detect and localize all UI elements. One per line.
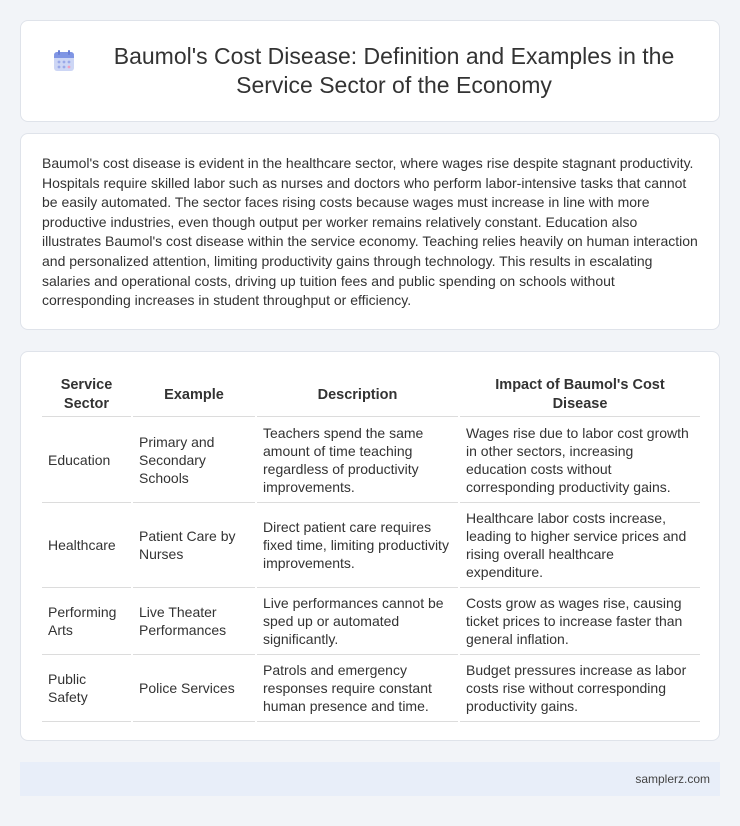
header-example: Example [132,372,256,417]
header-impact: Impact of Baumol's Cost Disease [459,372,700,417]
examples-table [42,372,700,722]
cell-description: Live performances cannot be sped up or automated significantly. [256,588,459,655]
cell-example: Patient Care by Nurses [132,503,256,588]
header-description: Description [256,372,459,417]
footer [20,762,720,796]
cell-sector: Education [42,417,132,503]
intro-paragraph: Baumol's cost disease is evident in the healthcare sector, where wages rise despite stagnant productivity. Hospitals require skilled labor such as nurses and doctors who perform labor-intensive tasks that cannot be easily automated. The sector faces rising costs because wages must increase in line with more productive industries, even though output per worker remains relatively constant. Education also illustrates Baumol's cost disease within the service economy. Teaching relies heavily on human interaction and personalized attention, limiting productivity gains through technology. This results in escalating salaries and operational costs, driving up tuition fees and public spending on schools without corresponding increases in student throughput or efficiency. [42,155,698,309]
cell-impact: Healthcare labor costs increase, leading to higher service prices and rising overall healthcare expenditure. [459,503,700,588]
cell-impact: Wages rise due to labor cost growth in other sectors, increasing education costs without corresponding productivity gains. [459,417,700,503]
title-wrap [51,42,689,100]
header-service-sector: Service Sector [42,372,132,417]
table-row [42,588,700,655]
table-row [42,655,700,722]
page-title: Baumol's Cost Disease: Definition and Examples in the Service Sector of the Economy [113,43,675,98]
footer-site-link[interactable]: samplerz.com [635,772,710,786]
cell-example: Primary and Secondary Schools [132,417,256,503]
table-header-row [42,372,700,417]
cell-sector: Public Safety [42,655,132,722]
cell-impact: Costs grow as wages rise, causing ticket prices to increase faster than general inflation. [459,588,700,655]
table-card [20,351,720,741]
cell-sector: Performing Arts [42,588,132,655]
cell-sector: Healthcare [42,503,132,588]
cell-impact: Budget pressures increase as labor costs rise without corresponding productivity gains. [459,655,700,722]
cell-description: Direct patient care requires fixed time, limiting productivity improvements. [256,503,459,588]
cell-description: Teachers spend the same amount of time teaching regardless of productivity improvements. [256,417,459,503]
cell-example: Police Services [132,655,256,722]
table-row [42,417,700,503]
cell-description: Patrols and emergency responses require constant human presence and time. [256,655,459,722]
cell-example: Live Theater Performances [132,588,256,655]
title-card [20,20,720,122]
table-row [42,503,700,588]
calendar-icon [51,48,77,74]
intro-card [20,133,720,330]
